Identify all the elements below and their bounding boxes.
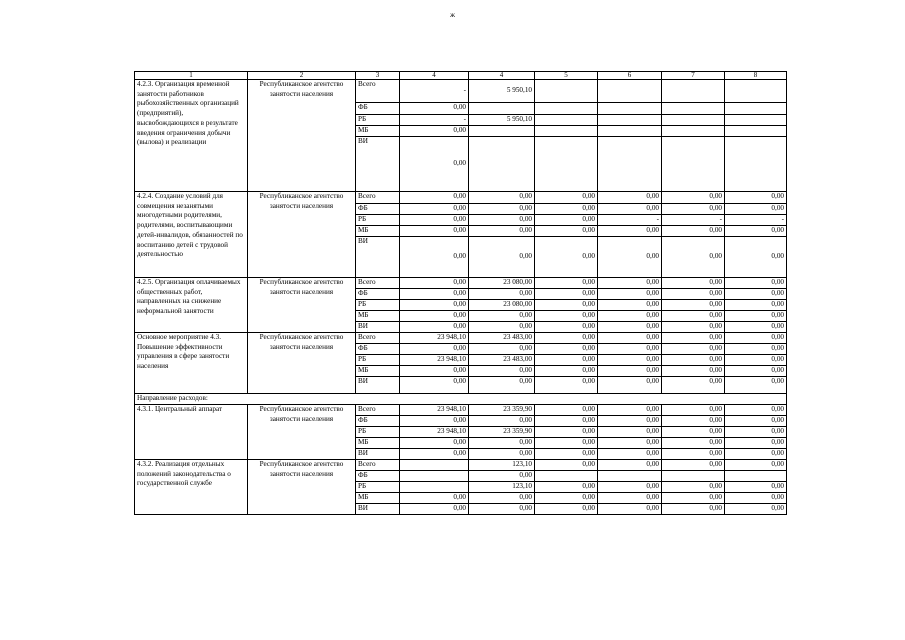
amount-cell: 0,00 [400, 311, 469, 322]
amount-cell [662, 137, 725, 192]
funding-source: ФБ [356, 103, 400, 115]
amount-cell [662, 126, 725, 137]
amount-cell: 23 359,90 [469, 405, 535, 416]
funding-source: ФБ [356, 344, 400, 355]
amount-cell: 0,00 [400, 126, 469, 137]
funding-source: МБ [356, 126, 400, 137]
amount-cell: 0,00 [725, 366, 787, 377]
header-cell: 4 [469, 72, 535, 80]
amount-cell: 0,00 [535, 460, 598, 471]
amount-cell: - [662, 215, 725, 226]
amount-cell: 0,00 [400, 438, 469, 449]
header-cell: 7 [662, 72, 725, 80]
measure-name: 4.2.3. Организация временной занятости работников рыбохозяйственных организаций (предприятий), высвобождающихся в результате введения ограничения добычи (вылова) и реализации [135, 80, 248, 192]
amount-cell: 0,00 [662, 344, 725, 355]
amount-cell: 0,00 [469, 322, 535, 333]
amount-cell: 0,00 [400, 237, 469, 278]
funding-source: ВИ [356, 449, 400, 460]
amount-cell [400, 482, 469, 493]
amount-cell: 0,00 [662, 427, 725, 438]
amount-cell: 123,10 [469, 460, 535, 471]
amount-cell [725, 137, 787, 192]
amount-cell: 0,00 [662, 226, 725, 237]
amount-cell: 23 948,10 [400, 427, 469, 438]
funding-source: МБ [356, 226, 400, 237]
funding-source: РБ [356, 300, 400, 311]
amount-cell: 0,00 [725, 226, 787, 237]
amount-cell: 0,00 [598, 322, 662, 333]
amount-cell [535, 103, 598, 115]
amount-cell: 0,00 [598, 416, 662, 427]
amount-cell: 0,00 [535, 278, 598, 289]
amount-cell: 0,00 [725, 416, 787, 427]
amount-cell: 0,00 [400, 278, 469, 289]
amount-cell: 0,00 [535, 289, 598, 300]
funding-source: ВИ [356, 137, 400, 192]
amount-cell: 0,00 [598, 311, 662, 322]
amount-cell: 0,00 [400, 137, 469, 192]
amount-cell: 0,00 [662, 449, 725, 460]
amount-cell: 0,00 [535, 438, 598, 449]
amount-cell: 0,00 [725, 449, 787, 460]
table-row [135, 80, 787, 103]
amount-cell: 0,00 [469, 504, 535, 515]
amount-cell: 0,00 [598, 344, 662, 355]
amount-cell: 0,00 [535, 237, 598, 278]
amount-cell [662, 115, 725, 126]
amount-cell: 0,00 [662, 322, 725, 333]
amount-cell: 5 950,10 [469, 80, 535, 103]
funding-source: ФБ [356, 289, 400, 300]
funding-source: РБ [356, 115, 400, 126]
funding-source: ФБ [356, 471, 400, 482]
header-row [135, 72, 787, 80]
amount-cell: - [598, 215, 662, 226]
amount-cell: 0,00 [598, 405, 662, 416]
amount-cell: 123,10 [469, 482, 535, 493]
amount-cell: 0,00 [469, 237, 535, 278]
amount-cell [598, 103, 662, 115]
amount-cell: 0,00 [598, 427, 662, 438]
amount-cell: 0,00 [725, 289, 787, 300]
amount-cell: 0,00 [469, 289, 535, 300]
amount-cell: 0,00 [725, 438, 787, 449]
amount-cell [662, 471, 725, 482]
funding-source: МБ [356, 366, 400, 377]
amount-cell: 0,00 [725, 504, 787, 515]
amount-cell: 0,00 [662, 300, 725, 311]
amount-cell: 0,00 [725, 192, 787, 204]
amount-cell [535, 471, 598, 482]
header-cell: 5 [535, 72, 598, 80]
amount-cell: 0,00 [662, 192, 725, 204]
amount-cell: 0,00 [662, 438, 725, 449]
amount-cell: 0,00 [662, 482, 725, 493]
amount-cell [469, 103, 535, 115]
amount-cell: 0,00 [725, 460, 787, 471]
amount-cell: 0,00 [400, 300, 469, 311]
amount-cell: 0,00 [725, 204, 787, 215]
amount-cell: 0,00 [535, 322, 598, 333]
amount-cell: 0,00 [535, 226, 598, 237]
amount-cell: 0,00 [598, 333, 662, 344]
amount-cell: 0,00 [598, 192, 662, 204]
funding-source: Всего [356, 405, 400, 416]
amount-cell: 0,00 [598, 226, 662, 237]
table-row [135, 405, 787, 416]
funding-source: ВИ [356, 322, 400, 333]
executor-name: Республиканское агентство занятости населения [248, 333, 356, 394]
amount-cell: 0,00 [535, 300, 598, 311]
amount-cell: 0,00 [535, 405, 598, 416]
header-cell: 2 [248, 72, 356, 80]
funding-source: ФБ [356, 204, 400, 215]
header-cell: 8 [725, 72, 787, 80]
funding-source: Всего [356, 192, 400, 204]
measure-name: Основное мероприятие 4.3. Повышение эффективности управления в сфере занятости населения [135, 333, 248, 394]
header-cell: 4 [400, 72, 469, 80]
budget-table [134, 71, 787, 515]
amount-cell [662, 80, 725, 103]
amount-cell: 0,00 [598, 355, 662, 366]
amount-cell: 0,00 [662, 311, 725, 322]
amount-cell: 0,00 [469, 493, 535, 504]
amount-cell: 0,00 [400, 322, 469, 333]
amount-cell: 0,00 [725, 278, 787, 289]
amount-cell: 0,00 [535, 192, 598, 204]
amount-cell: 0,00 [598, 504, 662, 515]
funding-source: РБ [356, 482, 400, 493]
funding-source: МБ [356, 493, 400, 504]
amount-cell: 0,00 [535, 416, 598, 427]
measure-name: 4.2.5. Организация оплачиваемых общественных работ, направленных на снижение неформальной занятости [135, 278, 248, 333]
amount-cell: 0,00 [598, 449, 662, 460]
amount-cell: 0,00 [598, 278, 662, 289]
amount-cell [725, 126, 787, 137]
amount-cell: 0,00 [725, 427, 787, 438]
section-label-row [135, 394, 787, 405]
executor-name: Республиканское агентство занятости населения [248, 192, 356, 278]
amount-cell [469, 126, 535, 137]
amount-cell: 0,00 [598, 300, 662, 311]
amount-cell [535, 137, 598, 192]
amount-cell: 0,00 [598, 237, 662, 278]
amount-cell [400, 471, 469, 482]
amount-cell: 0,00 [400, 103, 469, 115]
amount-cell: 0,00 [662, 278, 725, 289]
executor-name: Республиканское агентство занятости населения [248, 80, 356, 192]
amount-cell [598, 115, 662, 126]
amount-cell: 0,00 [400, 192, 469, 204]
amount-cell: 0,00 [662, 460, 725, 471]
amount-cell: 0,00 [400, 377, 469, 394]
amount-cell: 0,00 [535, 204, 598, 215]
table-row [135, 278, 787, 289]
amount-cell: - [400, 115, 469, 126]
amount-cell: 0,00 [535, 504, 598, 515]
amount-cell: 0,00 [662, 204, 725, 215]
amount-cell: 0,00 [725, 333, 787, 344]
funding-source: РБ [356, 427, 400, 438]
funding-source: МБ [356, 438, 400, 449]
executor-name: Республиканское агентство занятости населения [248, 460, 356, 515]
amount-cell: 0,00 [725, 311, 787, 322]
amount-cell: 23 948,10 [400, 333, 469, 344]
amount-cell: 0,00 [725, 300, 787, 311]
amount-cell: 0,00 [598, 204, 662, 215]
amount-cell [598, 471, 662, 482]
amount-cell: 0,00 [535, 427, 598, 438]
table-row [135, 333, 787, 344]
amount-cell: 23 483,00 [469, 355, 535, 366]
header-cell: 3 [356, 72, 400, 80]
amount-cell: 0,00 [535, 482, 598, 493]
amount-cell [598, 80, 662, 103]
amount-cell [535, 80, 598, 103]
amount-cell: 0,00 [662, 237, 725, 278]
amount-cell: 0,00 [598, 289, 662, 300]
amount-cell: 0,00 [725, 482, 787, 493]
amount-cell: 0,00 [400, 226, 469, 237]
amount-cell: 0,00 [400, 215, 469, 226]
amount-cell: 0,00 [662, 493, 725, 504]
amount-cell: 0,00 [535, 355, 598, 366]
amount-cell: 0,00 [662, 355, 725, 366]
amount-cell: 0,00 [662, 333, 725, 344]
section-label: Направление расходов: [135, 394, 787, 405]
amount-cell: 0,00 [598, 482, 662, 493]
amount-cell: 0,00 [725, 493, 787, 504]
amount-cell: 0,00 [469, 204, 535, 215]
amount-cell [725, 103, 787, 115]
amount-cell: 0,00 [662, 405, 725, 416]
amount-cell: 0,00 [598, 460, 662, 471]
table-row [135, 460, 787, 471]
amount-cell: 23 483,00 [469, 333, 535, 344]
amount-cell: 23 948,10 [400, 355, 469, 366]
amount-cell: 5 950,10 [469, 115, 535, 126]
page-number: ж [450, 11, 455, 19]
amount-cell: 0,00 [662, 416, 725, 427]
funding-source: ФБ [356, 416, 400, 427]
amount-cell: 0,00 [662, 289, 725, 300]
amount-cell [598, 137, 662, 192]
amount-cell: 23 359,90 [469, 427, 535, 438]
amount-cell: 23 080,00 [469, 278, 535, 289]
amount-cell: 0,00 [725, 377, 787, 394]
amount-cell: 0,00 [400, 504, 469, 515]
amount-cell: 0,00 [469, 377, 535, 394]
amount-cell: 0,00 [535, 311, 598, 322]
amount-cell: 0,00 [469, 215, 535, 226]
header-cell: 6 [598, 72, 662, 80]
executor-name: Республиканское агентство занятости населения [248, 278, 356, 333]
amount-cell: 0,00 [400, 416, 469, 427]
funding-source: МБ [356, 311, 400, 322]
amount-cell: 0,00 [535, 377, 598, 394]
funding-source: Всего [356, 278, 400, 289]
funding-source: Всего [356, 333, 400, 344]
funding-source: ВИ [356, 504, 400, 515]
amount-cell: 23 948,10 [400, 405, 469, 416]
amount-cell [535, 126, 598, 137]
amount-cell: 0,00 [469, 192, 535, 204]
table-body [135, 72, 787, 515]
amount-cell: - [400, 80, 469, 103]
amount-cell [662, 103, 725, 115]
amount-cell: 0,00 [400, 344, 469, 355]
amount-cell: - [725, 215, 787, 226]
funding-source: ВИ [356, 377, 400, 394]
executor-name: Республиканское агентство занятости населения [248, 405, 356, 460]
amount-cell: 0,00 [469, 416, 535, 427]
amount-cell: 0,00 [535, 333, 598, 344]
amount-cell: 0,00 [469, 226, 535, 237]
amount-cell: 0,00 [400, 204, 469, 215]
amount-cell: 0,00 [469, 344, 535, 355]
amount-cell: 0,00 [535, 449, 598, 460]
amount-cell: 0,00 [469, 438, 535, 449]
amount-cell: 0,00 [469, 449, 535, 460]
amount-cell: 0,00 [725, 355, 787, 366]
amount-cell: 0,00 [598, 377, 662, 394]
amount-cell: 0,00 [400, 366, 469, 377]
amount-cell: 0,00 [725, 322, 787, 333]
amount-cell: 0,00 [598, 438, 662, 449]
amount-cell [598, 126, 662, 137]
amount-cell: 0,00 [535, 215, 598, 226]
amount-cell [535, 115, 598, 126]
amount-cell [400, 460, 469, 471]
amount-cell: 0,00 [400, 449, 469, 460]
header-cell: 1 [135, 72, 248, 80]
amount-cell: 23 080,00 [469, 300, 535, 311]
amount-cell: 0,00 [535, 344, 598, 355]
amount-cell: 0,00 [662, 366, 725, 377]
funding-source: Всего [356, 80, 400, 103]
measure-name: 4.3.1. Центральный аппарат [135, 405, 248, 460]
amount-cell [725, 115, 787, 126]
amount-cell: 0,00 [662, 377, 725, 394]
amount-cell: 0,00 [598, 493, 662, 504]
amount-cell: 0,00 [469, 311, 535, 322]
amount-cell [725, 80, 787, 103]
measure-name: 4.3.2. Реализация отдельных положений законодательства о государственной службе [135, 460, 248, 515]
amount-cell: 0,00 [469, 366, 535, 377]
amount-cell [725, 471, 787, 482]
amount-cell: 0,00 [469, 471, 535, 482]
amount-cell: 0,00 [400, 493, 469, 504]
amount-cell: 0,00 [535, 493, 598, 504]
amount-cell: 0,00 [662, 504, 725, 515]
table-row [135, 192, 787, 204]
funding-source: ВИ [356, 237, 400, 278]
funding-source: Всего [356, 460, 400, 471]
amount-cell: 0,00 [400, 289, 469, 300]
amount-cell: 0,00 [725, 237, 787, 278]
amount-cell: 0,00 [535, 366, 598, 377]
amount-cell [469, 137, 535, 192]
funding-source: РБ [356, 355, 400, 366]
amount-cell: 0,00 [725, 344, 787, 355]
amount-cell: 0,00 [725, 405, 787, 416]
amount-cell: 0,00 [598, 366, 662, 377]
measure-name: 4.2.4. Создание условий для совмещения незанятыми многодетными родителями, родителями, воспитывающими детей-инвалидов, обязанностей по воспитанию детей с трудовой деятельностью [135, 192, 248, 278]
funding-source: РБ [356, 215, 400, 226]
